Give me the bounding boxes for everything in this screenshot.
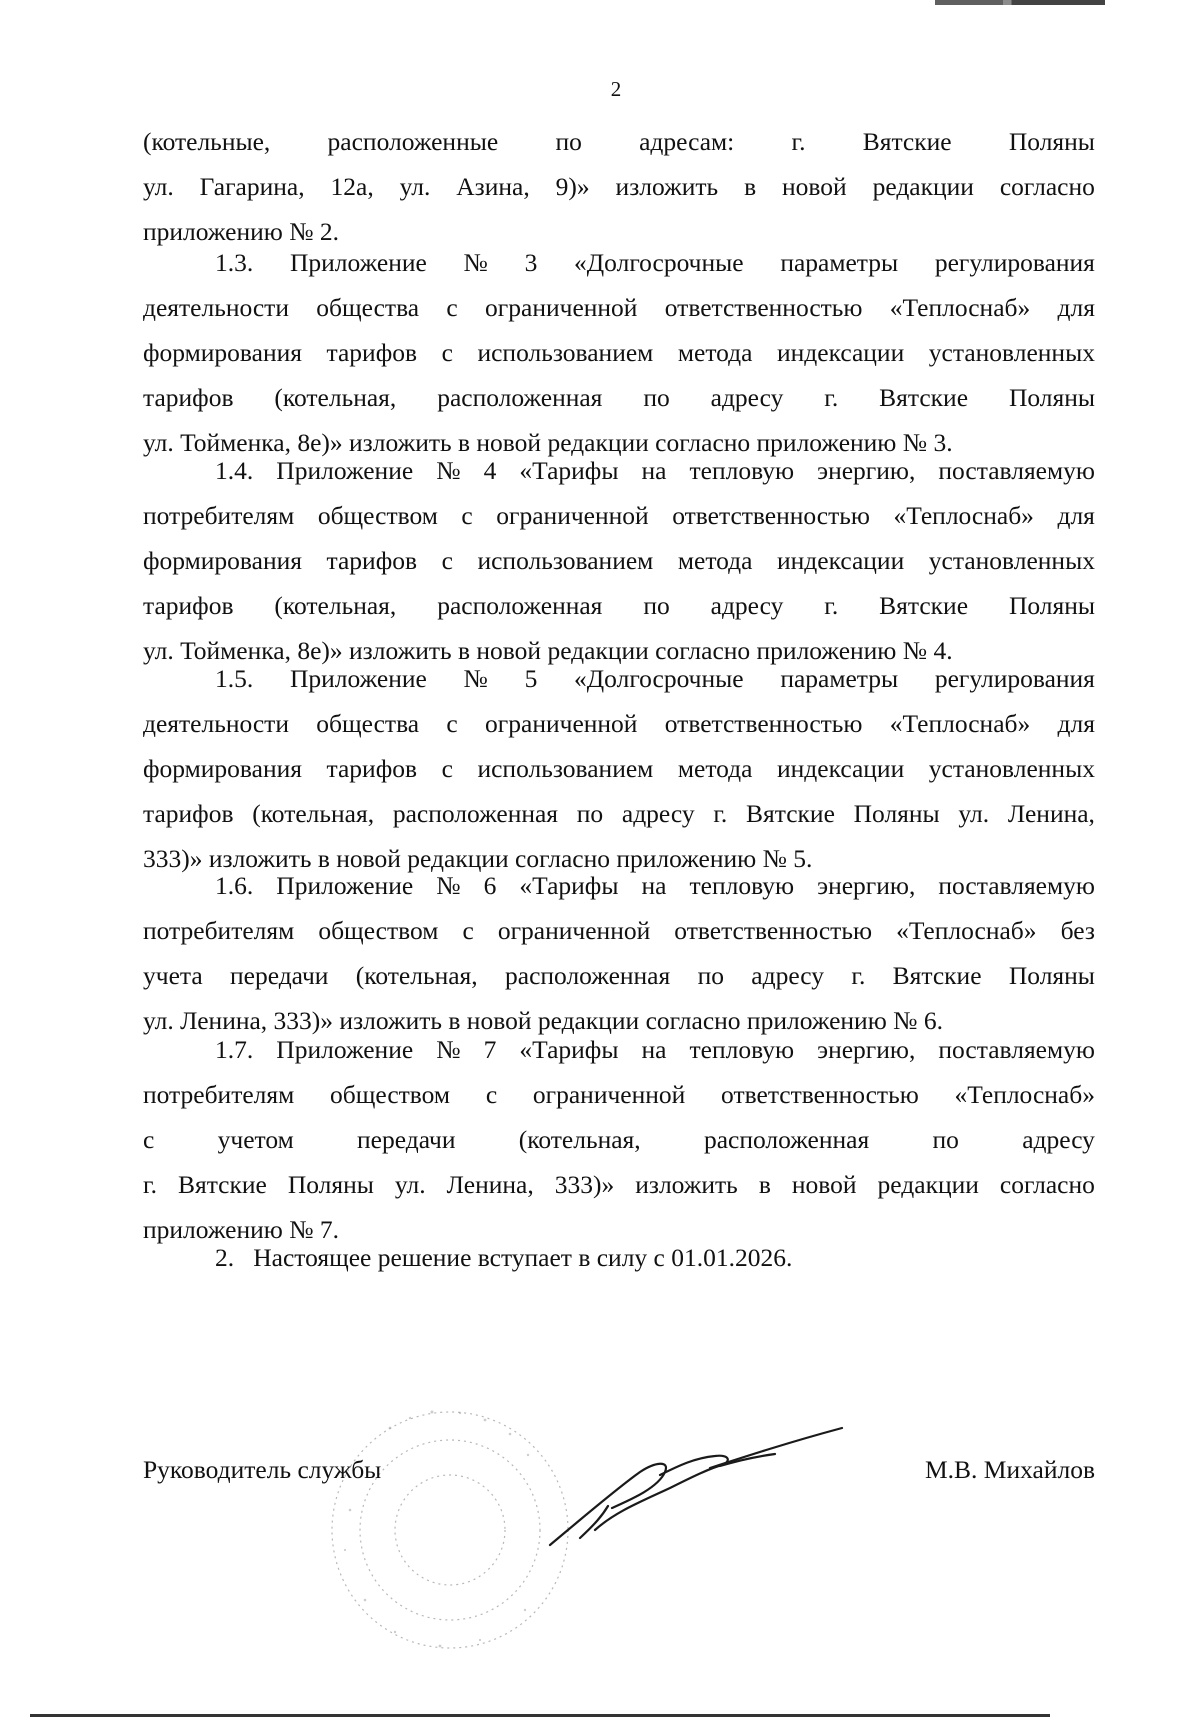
word: Поляны xyxy=(287,1170,374,1199)
word: редакции xyxy=(877,1170,979,1199)
word: г. xyxy=(143,1170,157,1199)
text-line xyxy=(143,285,1095,330)
word: Поляны xyxy=(1008,961,1095,990)
word: ответственностью xyxy=(664,293,863,322)
word: (котельная, xyxy=(518,1125,641,1154)
text-line xyxy=(143,240,1095,285)
word: потребителям xyxy=(143,501,295,530)
scan-edge-mark xyxy=(935,0,1105,5)
word: Поляны xyxy=(853,799,940,828)
word: «Теплоснаб» xyxy=(893,501,1034,530)
word: обществом xyxy=(318,916,439,945)
text-line: 333)» изложить в новой редакции согласно приложению № 5. xyxy=(143,844,813,873)
word: изложить xyxy=(635,1170,738,1199)
word: установленных xyxy=(928,754,1095,783)
word: обществом xyxy=(317,501,438,530)
text-line xyxy=(143,1072,1095,1117)
word: использованием xyxy=(477,754,654,783)
word: расположенная xyxy=(703,1125,870,1154)
word: 9)» xyxy=(555,172,590,201)
word: по xyxy=(643,383,670,412)
signatory-position: Руководитель службы xyxy=(143,1455,382,1484)
text-line xyxy=(143,791,1095,836)
word: формирования xyxy=(143,754,302,783)
word: в xyxy=(758,1170,771,1199)
word: по xyxy=(932,1125,959,1154)
word: «Тарифы xyxy=(519,871,619,900)
word: расположенная xyxy=(437,591,603,620)
word: энергию, xyxy=(817,456,916,485)
word: формирования xyxy=(143,546,302,575)
word: новой xyxy=(791,1170,857,1199)
word: редакции xyxy=(872,172,974,201)
word: (котельная, xyxy=(252,799,375,828)
word: № xyxy=(463,248,488,277)
word: Гагарина, xyxy=(199,172,305,201)
word: деятельности xyxy=(143,293,289,322)
word: учетом xyxy=(217,1125,294,1154)
word: адресу xyxy=(710,383,784,412)
word: в xyxy=(744,172,757,201)
word: 1.4. xyxy=(215,456,254,485)
word: регулирования xyxy=(934,248,1095,277)
text-line xyxy=(143,908,1095,953)
word: изложить xyxy=(615,172,719,201)
word: установленных xyxy=(928,546,1095,575)
word: Приложение xyxy=(276,1035,414,1064)
word: общества xyxy=(316,293,420,322)
word: расположенные xyxy=(327,127,499,156)
word: деятельности xyxy=(143,709,289,738)
word: ул. xyxy=(958,799,990,828)
text-line xyxy=(143,1027,1095,1072)
word: использованием xyxy=(477,546,654,575)
word: параметры xyxy=(780,248,899,277)
word: установленных xyxy=(928,338,1095,367)
word: тарифов xyxy=(326,338,418,367)
text-line xyxy=(143,448,1095,493)
word: ул. xyxy=(143,172,174,201)
word: тарифов xyxy=(143,383,234,412)
word: адресу xyxy=(751,961,825,990)
word: с xyxy=(441,546,453,575)
word: без xyxy=(1060,916,1095,945)
word: использованием xyxy=(477,338,654,367)
word: ответственностью xyxy=(664,709,863,738)
word: адресам: xyxy=(639,127,735,156)
word: № xyxy=(463,664,488,693)
word: индексации xyxy=(777,754,905,783)
word: на xyxy=(641,456,667,485)
text-line xyxy=(143,746,1095,791)
word: формирования xyxy=(143,338,302,367)
text-line xyxy=(143,583,1095,628)
word: ул. xyxy=(399,172,431,201)
paragraph xyxy=(143,448,1095,673)
text-line xyxy=(143,375,1095,420)
word: 6 xyxy=(483,871,497,900)
word: Вятские xyxy=(879,383,969,412)
word: Приложение xyxy=(289,664,427,693)
word: с xyxy=(462,916,474,945)
word: обществом xyxy=(330,1080,451,1109)
word: Поляны xyxy=(1008,127,1095,156)
word: расположенная xyxy=(505,961,671,990)
word: Приложение xyxy=(276,871,414,900)
signature-block xyxy=(143,1455,1095,1505)
text-line: 2. Настоящее решение вступает в силу с 01.01.2026. xyxy=(215,1243,793,1272)
word: 1.3. xyxy=(215,248,254,277)
word: (котельная, xyxy=(274,591,397,620)
word: энергию, xyxy=(817,871,916,900)
word: передачи xyxy=(230,961,329,990)
word: метода xyxy=(677,754,753,783)
scan-bottom-edge xyxy=(30,1714,1050,1717)
word: «Теплоснаб» xyxy=(954,1080,1095,1109)
word: № xyxy=(436,871,461,900)
word: ул. xyxy=(394,1170,426,1199)
word: расположенная xyxy=(392,799,559,828)
text-line xyxy=(143,1117,1095,1162)
word: передачи xyxy=(357,1125,456,1154)
word: тепловую xyxy=(689,871,795,900)
word: с xyxy=(461,501,473,530)
word: № xyxy=(436,1035,461,1064)
word: адресу xyxy=(1022,1125,1095,1154)
word: с xyxy=(485,1080,498,1109)
word: индексации xyxy=(777,338,905,367)
word: с xyxy=(441,338,453,367)
word: Приложение xyxy=(289,248,427,277)
word: г. xyxy=(713,799,728,828)
text-line: ул. Ленина, 333)» изложить в новой редакции согласно приложению № 6. xyxy=(143,1006,943,1035)
word: 333)» xyxy=(554,1170,615,1199)
word: Приложение xyxy=(276,456,414,485)
word: 1.7. xyxy=(215,1035,254,1064)
word: учета xyxy=(143,961,203,990)
word: поставляемую xyxy=(938,456,1095,485)
word: согласно xyxy=(999,172,1095,201)
word: по xyxy=(576,799,604,828)
word: по xyxy=(643,591,670,620)
word: «Теплоснаб» xyxy=(889,293,1031,322)
word: Азина, xyxy=(456,172,530,201)
word: на xyxy=(641,871,667,900)
paragraph xyxy=(143,863,1095,1043)
word: «Долгосрочные xyxy=(574,248,744,277)
word: «Теплоснаб» xyxy=(889,709,1031,738)
word: тарифов xyxy=(326,546,418,575)
word: «Тарифы xyxy=(519,456,619,485)
word: ответственностью xyxy=(672,501,870,530)
word: Вятские xyxy=(862,127,952,156)
word: ограниченной xyxy=(496,501,649,530)
word: энергию, xyxy=(817,1035,916,1064)
word: ответственностью xyxy=(721,1080,919,1109)
text-line xyxy=(143,538,1095,583)
word: (котельная, xyxy=(355,961,478,990)
word: Ленина, xyxy=(446,1170,534,1199)
text-line xyxy=(143,330,1095,375)
word: по xyxy=(697,961,724,990)
word: 1.6. xyxy=(215,871,254,900)
paragraph xyxy=(143,240,1095,465)
word: с xyxy=(441,754,453,783)
word: расположенная xyxy=(437,383,603,412)
word: Поляны xyxy=(1008,383,1095,412)
word: г. xyxy=(791,127,806,156)
page-number: 2 xyxy=(610,77,622,101)
word: г. xyxy=(851,961,866,990)
word: поставляемую xyxy=(938,1035,1095,1064)
word: потребителям xyxy=(143,916,295,945)
word: потребителям xyxy=(143,1080,295,1109)
word: ответственностью xyxy=(674,916,873,945)
text-line xyxy=(143,863,1095,908)
text-line xyxy=(143,656,1095,701)
word: общества xyxy=(316,709,420,738)
word: Вятские xyxy=(879,591,969,620)
word: г. xyxy=(824,591,839,620)
word: адресу xyxy=(710,591,784,620)
word: «Долгосрочные xyxy=(574,664,744,693)
word: ограниченной xyxy=(497,916,651,945)
text-line: ул. Тойменка, 8е)» изложить в новой редакции согласно приложению № 4. xyxy=(143,636,953,665)
word: поставляемую xyxy=(938,871,1095,900)
word: тепловую xyxy=(689,1035,795,1064)
word: индексации xyxy=(777,546,905,575)
word: 12а, xyxy=(330,172,374,201)
paragraph xyxy=(143,656,1095,881)
word: метода xyxy=(677,338,753,367)
word: метода xyxy=(677,546,753,575)
text-line xyxy=(143,701,1095,746)
word: для xyxy=(1057,709,1095,738)
paragraph xyxy=(143,1235,1095,1280)
word: г. xyxy=(824,383,839,412)
word: 4 xyxy=(483,456,497,485)
word: регулирования xyxy=(934,664,1095,693)
word: тарифов xyxy=(326,754,418,783)
paragraph xyxy=(143,119,1095,254)
text-line xyxy=(143,164,1095,209)
word: (котельная, xyxy=(274,383,397,412)
text-line: ул. Тойменка, 8е)» изложить в новой редакции согласно приложению № 3. xyxy=(143,428,953,457)
word: № xyxy=(436,456,461,485)
text-line xyxy=(143,953,1095,998)
text-line: приложению № 7. xyxy=(143,1215,340,1244)
word: «Теплоснаб» xyxy=(896,916,1037,945)
word: для xyxy=(1057,501,1095,530)
word: 3 xyxy=(524,248,538,277)
word: с xyxy=(446,709,458,738)
word: Вятские xyxy=(892,961,982,990)
word: Вятские xyxy=(177,1170,267,1199)
word: (котельные, xyxy=(143,127,271,156)
word: адресу xyxy=(621,799,695,828)
word: Ленина, xyxy=(1007,799,1095,828)
word: 5 xyxy=(524,664,538,693)
word: 1.5. xyxy=(215,664,254,693)
paragraph xyxy=(143,1027,1095,1252)
word: ограниченной xyxy=(532,1080,686,1109)
word: ограниченной xyxy=(485,293,638,322)
word: ограниченной xyxy=(485,709,638,738)
word: тарифов xyxy=(143,799,234,828)
word: с xyxy=(143,1125,155,1154)
word: согласно xyxy=(999,1170,1095,1199)
word: параметры xyxy=(780,664,899,693)
word: на xyxy=(641,1035,667,1064)
word: 7 xyxy=(483,1035,497,1064)
signatory-name: М.В. Михайлов xyxy=(924,1455,1095,1484)
word: Вятские xyxy=(746,799,835,828)
word: Поляны xyxy=(1008,591,1095,620)
text-line xyxy=(143,493,1095,538)
word: тепловую xyxy=(689,456,795,485)
word: по xyxy=(555,127,582,156)
word: «Тарифы xyxy=(519,1035,619,1064)
text-line: приложению № 2. xyxy=(143,217,340,246)
word: для xyxy=(1057,293,1095,322)
word: с xyxy=(446,293,458,322)
text-line xyxy=(143,119,1095,164)
word: новой xyxy=(782,172,847,201)
word: тарифов xyxy=(143,591,234,620)
text-line xyxy=(143,1162,1095,1207)
